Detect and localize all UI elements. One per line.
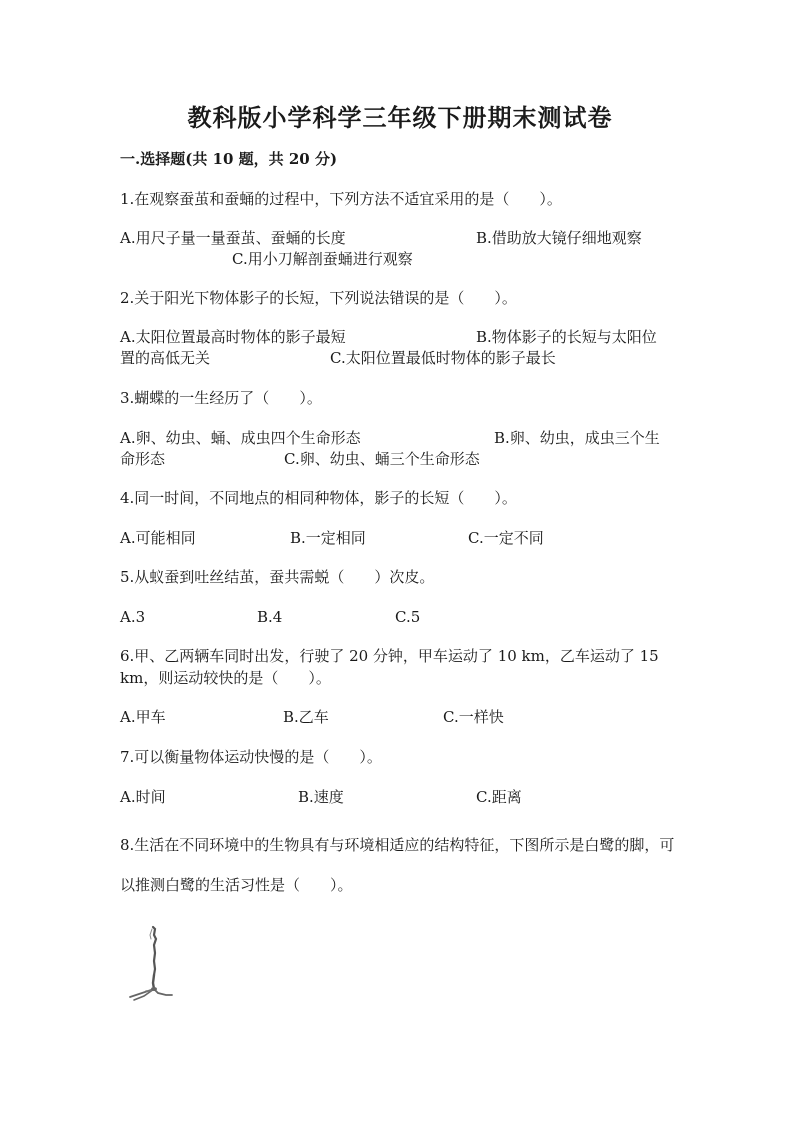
question-7-option-a: A.时间 xyxy=(120,788,166,806)
question-2-option-b: B.物体影子的长短与太阳位 xyxy=(476,328,657,346)
question-3-stem: 3.蝴蝶的一生经历了（ ）。 xyxy=(120,389,322,407)
section-heading: 一.选择题(共 10 题，共 20 分) xyxy=(120,150,338,168)
egret-foot-image xyxy=(124,925,176,1005)
question-3-option-b-continued: 命形态 xyxy=(120,450,166,468)
question-6-option-a: A.甲车 xyxy=(120,708,166,726)
question-4-option-c: C.一定不同 xyxy=(468,529,544,547)
question-4-option-b: B.一定相同 xyxy=(290,529,366,547)
question-5-option-c: C.5 xyxy=(395,608,421,626)
question-5-stem: 5.从蚁蚕到吐丝结茧，蚕共需蜕（ ）次皮。 xyxy=(120,568,435,586)
question-1-option-b: B.借助放大镜仔细地观察 xyxy=(476,229,642,247)
question-6-stem: 6.甲、乙两辆车同时出发，行驶了 20 分钟，甲车运动了 10 km，乙车运动了 15 km，则运动较快的是（ ）。 xyxy=(120,647,659,687)
question-1-option-a: A.用尺子量一量蚕茧、蚕蛹的长度 xyxy=(120,229,346,247)
question-3-option-c: C.卵、幼虫、蛹三个生命形态 xyxy=(284,450,480,468)
question-3-option-b: B.卵、幼虫，成虫三个生 xyxy=(494,429,660,447)
question-1-stem: 1.在观察蚕茧和蚕蛹的过程中，下列方法不适宜采用的是（ ）。 xyxy=(120,190,562,208)
question-6-option-b: B.乙车 xyxy=(283,708,329,726)
question-8-stem: 8.生活在不同环境中的生物具有与环境相适应的结构特征，下图所示是白鹭的脚，可以推测白鹭的生活习性是（ ）。 xyxy=(120,836,675,894)
question-2-option-c: C.太阳位置最低时物体的影子最长 xyxy=(330,349,556,367)
question-7-option-b: B.速度 xyxy=(298,788,344,806)
question-3-option-a: A.卵、幼虫、蛹、成虫四个生命形态 xyxy=(120,429,361,447)
question-5-option-a: A.3 xyxy=(120,608,146,626)
question-2-option-b-continued: 置的高低无关 xyxy=(120,349,211,367)
question-1-option-c: C.用小刀解剖蚕蛹进行观察 xyxy=(232,250,413,268)
question-2-option-a: A.太阳位置最高时物体的影子最短 xyxy=(120,328,346,346)
question-2-stem: 2.关于阳光下物体影子的长短，下列说法错误的是（ ）。 xyxy=(120,289,517,307)
page-title: 教科版小学科学三年级下册期末测试卷 xyxy=(187,103,613,132)
question-4-option-a: A.可能相同 xyxy=(120,529,196,547)
question-7-stem: 7.可以衡量物体运动快慢的是（ ）。 xyxy=(120,748,382,766)
question-5-option-b: B.4 xyxy=(257,608,283,626)
question-4-stem: 4.同一时间，不同地点的相同种物体，影子的长短（ ）。 xyxy=(120,489,517,507)
question-6-option-c: C.一样快 xyxy=(443,708,504,726)
question-7-option-c: C.距离 xyxy=(476,788,522,806)
